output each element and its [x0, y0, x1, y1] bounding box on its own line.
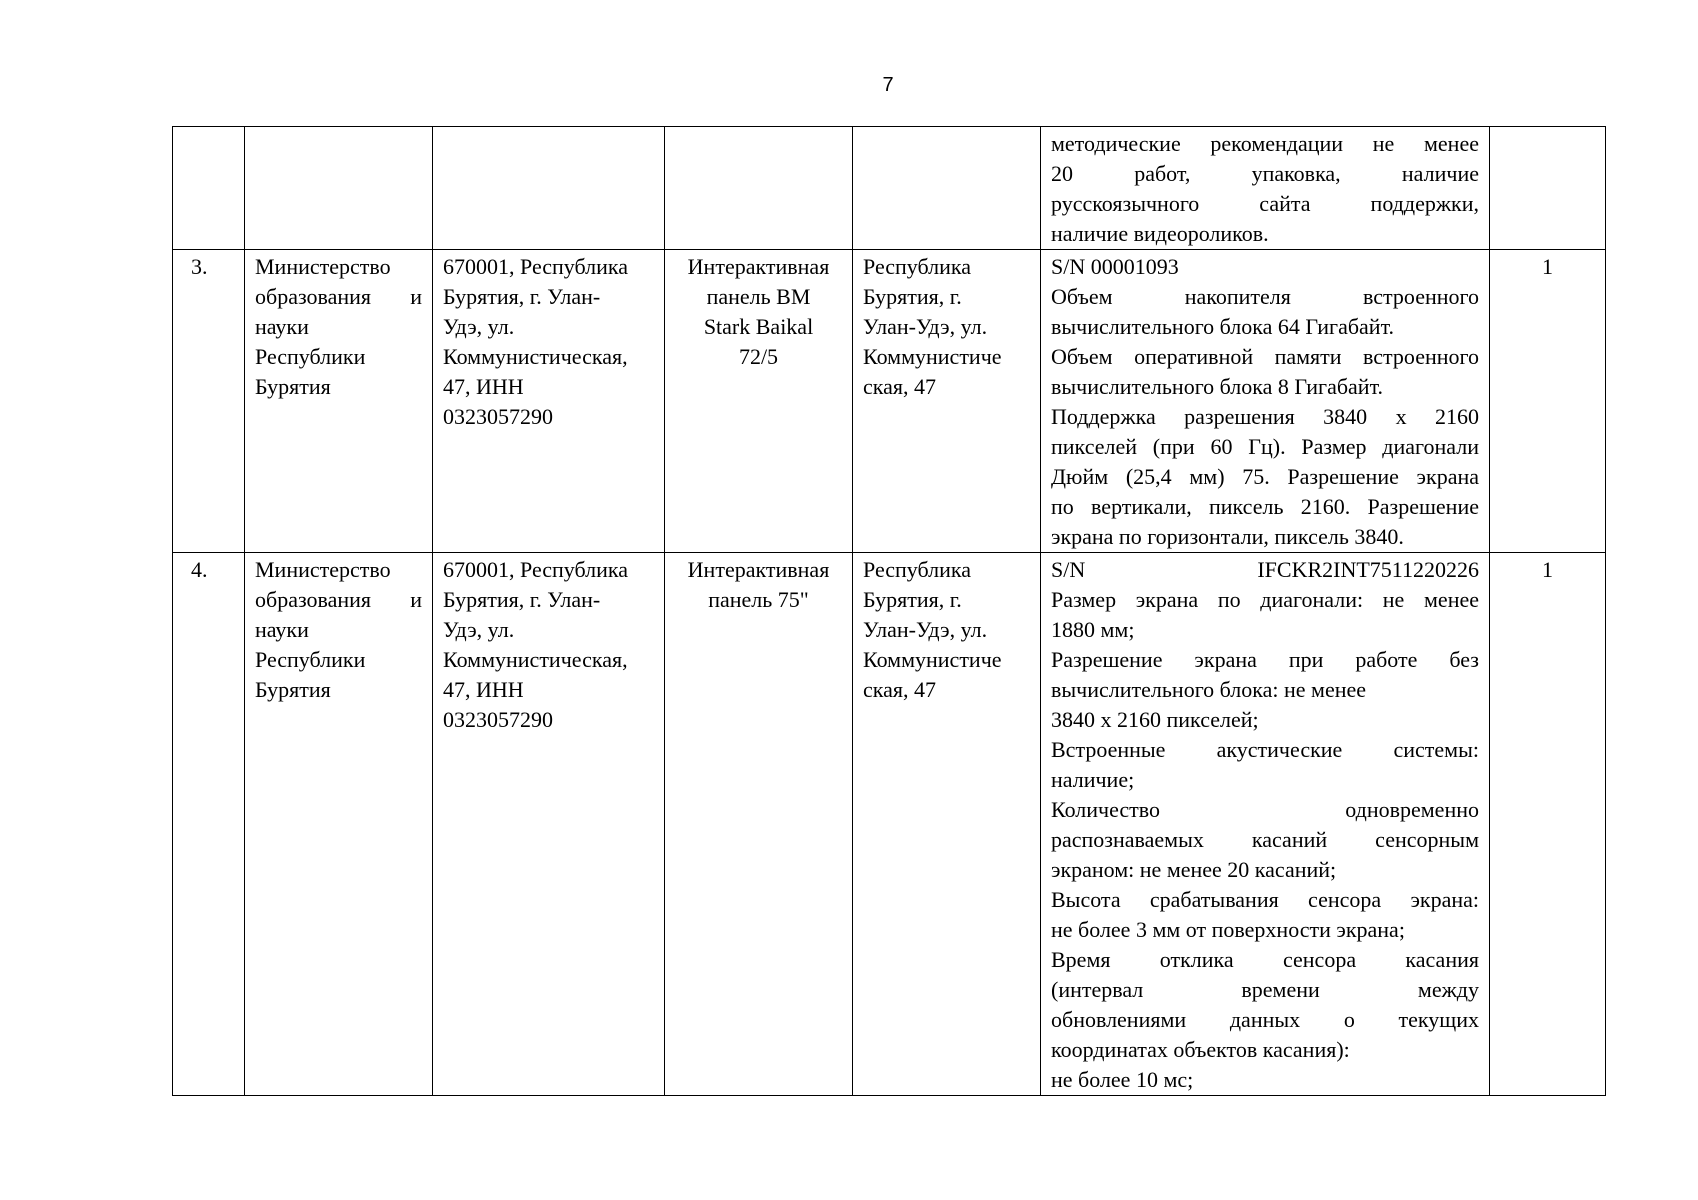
org-line: Республики — [255, 344, 366, 369]
spec-line: Объем оперативной памяти встроенного — [1051, 344, 1479, 369]
org-line: образования и — [255, 284, 422, 309]
cell-item — [665, 553, 853, 1096]
cell-address — [433, 250, 665, 553]
location-line: Улан-Удэ, ул. — [863, 314, 988, 339]
cell-org — [245, 250, 433, 553]
cell-num: 3. — [173, 250, 245, 553]
location-line: Улан-Удэ, ул. — [863, 617, 988, 642]
spec-line: (интервал времени между — [1051, 977, 1479, 1002]
spec-line: обновлениями данных о текущих — [1051, 1007, 1479, 1032]
item-line: Интерактивная — [687, 254, 830, 279]
cell-org — [245, 127, 433, 250]
spec-line: методические рекомендации не менее — [1051, 131, 1479, 156]
spec-line: Поддержка разрешения 3840 х 2160 — [1051, 404, 1479, 429]
address-line: 47, ИНН — [443, 374, 524, 399]
spec-line: экрана по горизонтали, пиксель 3840. — [1051, 524, 1404, 549]
spec-line: 3840 х 2160 пикселей; — [1051, 707, 1259, 732]
spec-line: Объем накопителя встроенного — [1051, 284, 1479, 309]
location-line: Бурятия, г. — [863, 284, 962, 309]
spec-line: Количество одновременно — [1051, 797, 1479, 822]
org-line: Министерство — [255, 254, 391, 279]
cell-address — [433, 553, 665, 1096]
spec-line: 1880 мм; — [1051, 617, 1135, 642]
spec-line: не более 3 мм от поверхности экрана; — [1051, 917, 1405, 942]
spec-line: по вертикали, пиксель 2160. Разрешение — [1051, 494, 1479, 519]
spec-line: вычислительного блока: не менее — [1051, 677, 1367, 702]
spec-line: Дюйм (25,4 мм) 75. Разрешение экрана — [1051, 464, 1479, 489]
cell-specs — [1041, 250, 1490, 553]
spec-line: Размер экрана по диагонали: не менее — [1051, 587, 1479, 612]
equipment-table — [172, 126, 1606, 1096]
address-line: Бурятия, г. Улан- — [443, 284, 601, 309]
spec-line: экраном: не менее 20 касаний; — [1051, 857, 1337, 882]
location-line: Коммунистиче — [863, 647, 1002, 672]
spec-line: Время отклика сенсора касания — [1051, 947, 1479, 972]
cell-address — [433, 127, 665, 250]
spec-line: 20 работ, упаковка, наличие — [1051, 161, 1479, 186]
item-line: панель 75" — [708, 587, 809, 612]
spec-line: наличие видеороликов. — [1051, 221, 1269, 246]
address-line: 670001, Республика — [443, 254, 629, 279]
spec-line: русскоязычного сайта поддержки, — [1051, 191, 1479, 216]
address-line: Бурятия, г. Улан- — [443, 587, 601, 612]
org-line: Бурятия — [255, 374, 331, 399]
cell-num — [173, 127, 245, 250]
cell-org — [245, 553, 433, 1096]
spec-line: S/N IFCKR2INT7511220226 — [1051, 557, 1479, 582]
cell-qty: 1 — [1490, 553, 1606, 1096]
item-line: 72/5 — [738, 344, 779, 369]
cell-qty — [1490, 127, 1606, 250]
table-row — [173, 250, 1606, 553]
spec-line: не более 10 мс; — [1051, 1067, 1194, 1092]
page-number: 7 — [882, 74, 894, 96]
address-line: 0323057290 — [443, 707, 553, 732]
org-line: науки — [255, 314, 309, 339]
cell-item — [665, 250, 853, 553]
org-line: Республики — [255, 647, 366, 672]
location-line: Республика — [863, 557, 972, 582]
table-row-continuation — [173, 127, 1606, 250]
address-line: 47, ИНН — [443, 677, 524, 702]
cell-specs — [1041, 127, 1490, 250]
address-line: Удэ, ул. — [443, 314, 515, 339]
cell-specs — [1041, 553, 1490, 1096]
location-line: Республика — [863, 254, 972, 279]
cell-num: 4. — [173, 553, 245, 1096]
org-line: Бурятия — [255, 677, 331, 702]
spec-line: Высота срабатывания сенсора экрана: — [1051, 887, 1479, 912]
org-line: науки — [255, 617, 309, 642]
org-line: образования и — [255, 587, 422, 612]
org-line: Министерство — [255, 557, 391, 582]
spec-line: Встроенные акустические системы: — [1051, 737, 1479, 762]
spec-line: пикселей (при 60 Гц). Размер диагонали — [1051, 434, 1479, 459]
cell-location — [853, 250, 1041, 553]
address-line: Коммунистическая, — [443, 344, 628, 369]
item-line: Stark Baikal — [703, 314, 814, 339]
item-line: панель BM — [706, 284, 811, 309]
address-line: Удэ, ул. — [443, 617, 515, 642]
location-line: ская, 47 — [863, 374, 937, 399]
location-line: Коммунистиче — [863, 344, 1002, 369]
table-row — [173, 553, 1606, 1096]
address-line: 670001, Республика — [443, 557, 629, 582]
address-line: 0323057290 — [443, 404, 553, 429]
location-line: ская, 47 — [863, 677, 937, 702]
spec-line: распознаваемых касаний сенсорным — [1051, 827, 1479, 852]
cell-location — [853, 127, 1041, 250]
address-line: Коммунистическая, — [443, 647, 628, 672]
spec-line: вычислительного блока 8 Гигабайт. — [1051, 374, 1384, 399]
spec-line: координатах объектов касания): — [1051, 1037, 1350, 1062]
spec-line: наличие; — [1051, 767, 1135, 792]
cell-item — [665, 127, 853, 250]
cell-qty: 1 — [1490, 250, 1606, 553]
cell-location — [853, 553, 1041, 1096]
item-line: Интерактивная — [687, 557, 830, 582]
spec-line: Разрешение экрана при работе без — [1051, 647, 1479, 672]
location-line: Бурятия, г. — [863, 587, 962, 612]
spec-line: вычислительного блока 64 Гигабайт. — [1051, 314, 1395, 339]
spec-line: S/N 00001093 — [1051, 254, 1179, 279]
